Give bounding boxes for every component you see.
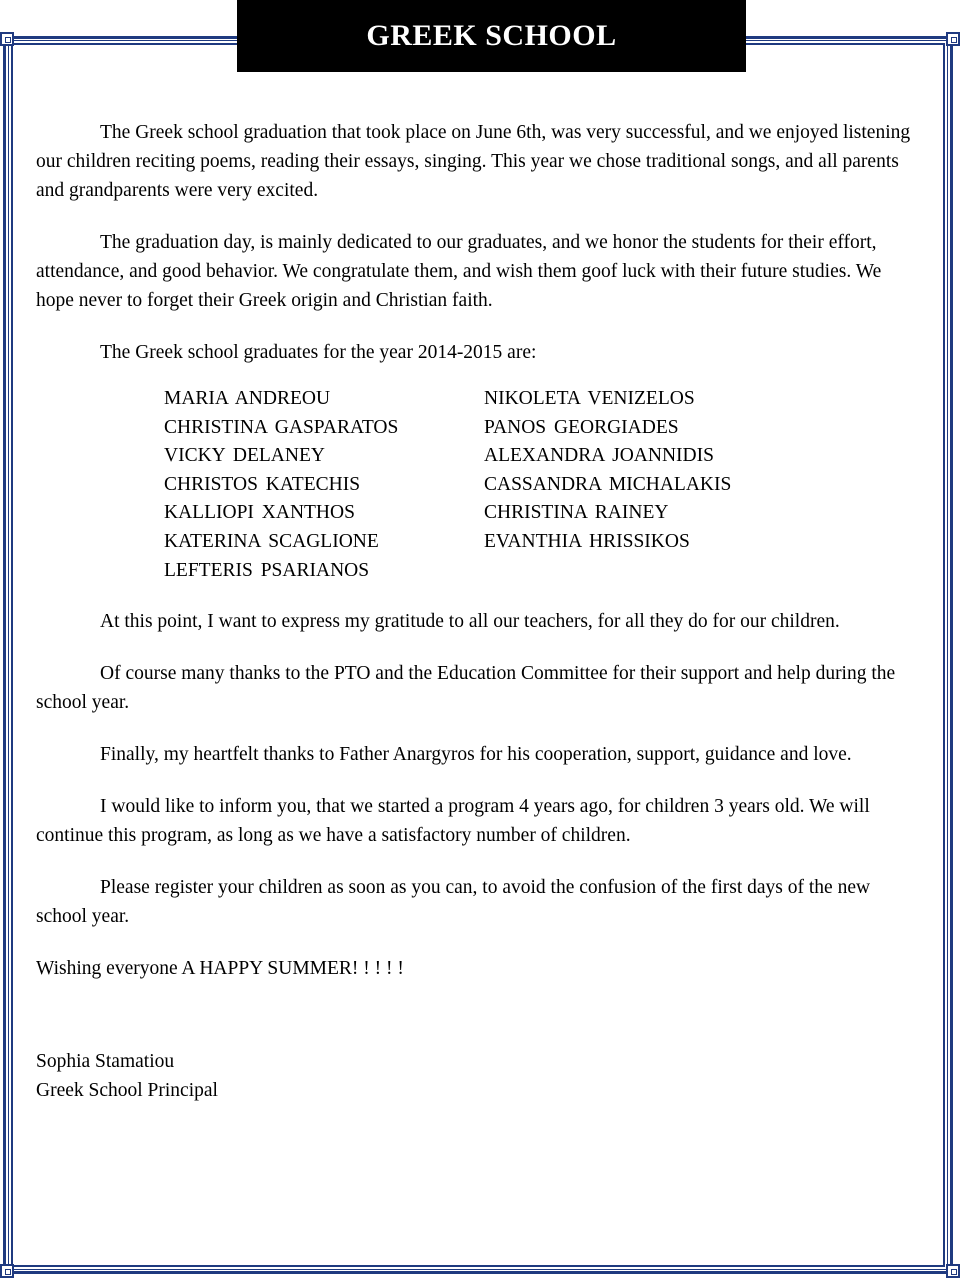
signature-name: Sophia Stamatiou [36,1051,175,1073]
corner-ornament-top-left [0,32,14,46]
graduate-name: CHRISTOS KATECHIS [164,473,361,495]
graduate-name: KATERINA SCAGLIONE [164,530,379,552]
graduates-list [164,385,924,585]
newsletter-body [36,118,924,1105]
graduate-name: CHRISTINA GASPARATOS [164,416,399,438]
graduate-name: ALEXANDRA JOANNIDIS [484,445,714,467]
graduate-name: MARIA ANDREOU [164,388,331,409]
signature-block [36,1047,924,1105]
paragraph-registration: Please register your children as soon as you can, to avoid the confusion of the first days of the new school year. [36,877,871,928]
graduate-name: KALLIOPI XANTHOS [164,502,355,524]
paragraph-teachers-gratitude: At this point, I want to express my gratitude to all our teachers, for all they do for our children. [100,611,840,633]
graduate-name: CHRISTINA RAINEY [484,502,669,524]
graduate-name: EVANTHIA HRISSIKOS [484,530,690,552]
graduate-name: CASSANDRA MICHALAKIS [484,473,732,495]
paragraph-pto-thanks: Of course many thanks to the PTO and the Education Committee for their support and help during the school year. [36,663,896,714]
paragraph-summer-wishes: Wishing everyone A HAPPY SUMMER! ! ! ! ! [36,958,404,980]
paragraph-father-thanks: Finally, my heartfelt thanks to Father Anargyros for his cooperation, support, guidance and love. [100,744,852,766]
signature-role: Greek School Principal [36,1080,218,1102]
corner-ornament-bottom-left [0,1264,14,1278]
page-title-text: GREEK SCHOOL [366,19,617,52]
graduates-column-2 [484,385,804,585]
page-title [237,0,746,72]
corner-ornament-bottom-right [946,1264,960,1278]
graduates-column-1 [164,385,484,585]
paragraph-program-info: I would like to inform you, that we started a program 4 years ago, for children 3 years old. We will continue this program, as long as we have a satisfactory number of children. [36,796,870,847]
graduate-name: PANOS GEORGIADES [484,416,679,438]
graduate-name: NIKOLETA VENIZELOS [484,388,695,409]
graduate-name: LEFTERIS PSARIANOS [164,559,370,581]
paragraph-graduation-day: The graduation day, is mainly dedicated to our graduates, and we honor the students for their effort, attendance, and good behavior. We congratulate them, and wish them goof luck with their future studies. We hope never to forget their Greek origin and Christian faith. [36,232,882,311]
corner-ornament-top-right [946,32,960,46]
graduate-name: VICKY DELANEY [164,445,325,467]
paragraph-graduation: The Greek school graduation that took place on June 6th, was very successful, and we enjoyed listening our children reciting poems, reading their essays, singing. This year we chose traditional songs, and all parents and grandparents were very excited. [36,122,911,201]
paragraph-graduates-intro: The Greek school graduates for the year 2014-2015 are: [100,342,537,363]
